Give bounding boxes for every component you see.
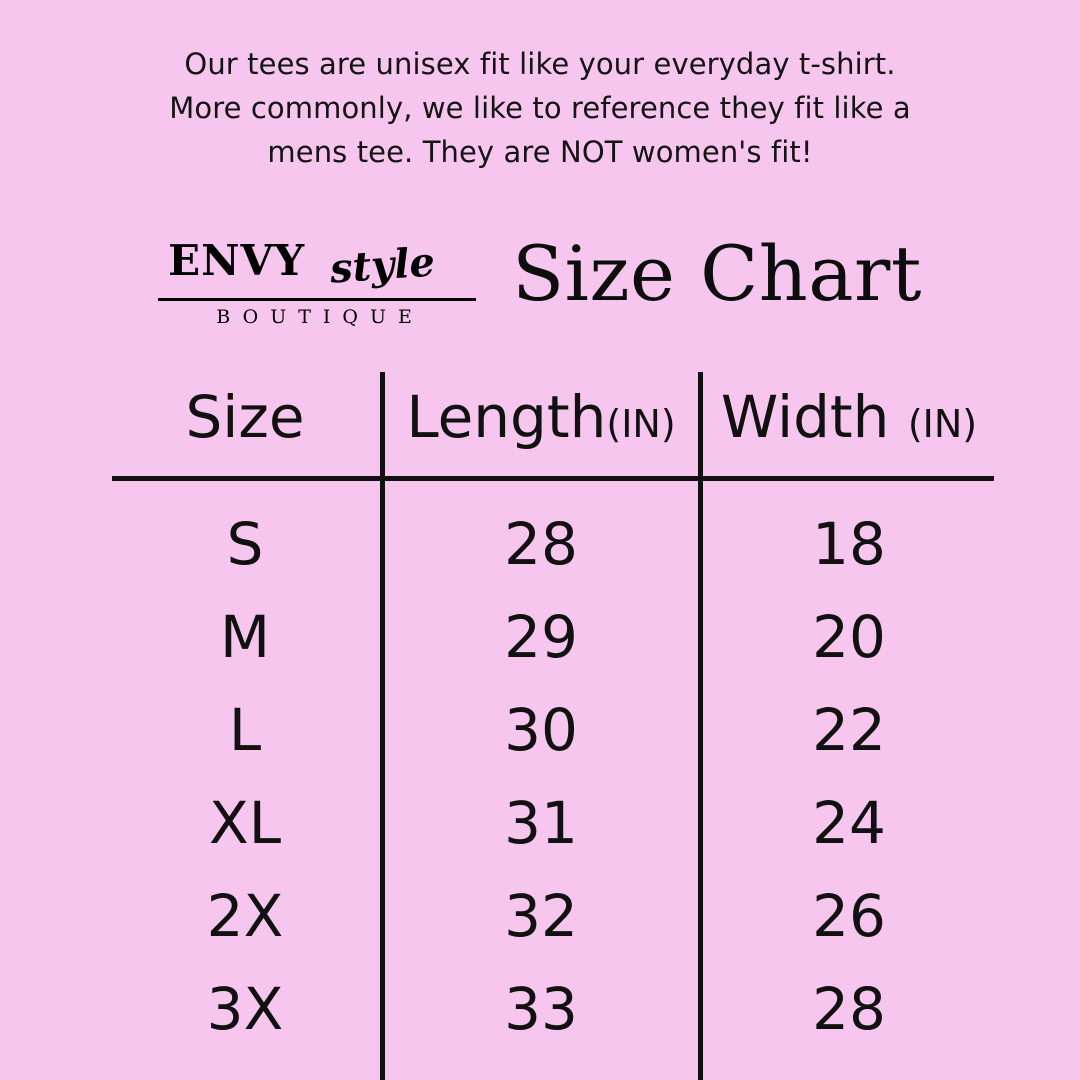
- cell-size: L: [228, 696, 262, 764]
- cell-width: 20: [812, 603, 886, 671]
- header-row: [0, 228, 1080, 348]
- table-row: [0, 965, 1080, 1058]
- table-row: [0, 779, 1080, 872]
- brand-logo-main: [158, 236, 476, 298]
- cell-width: 26: [812, 882, 886, 950]
- table-body: [0, 500, 1080, 1058]
- cell-length: 31: [504, 789, 578, 857]
- cell-width: 22: [812, 696, 886, 764]
- table-row: [0, 593, 1080, 686]
- column-header-length: [384, 372, 698, 469]
- cell-width: 18: [812, 510, 886, 578]
- cell-length: 29: [504, 603, 578, 671]
- brand-name-script: style: [328, 238, 437, 293]
- cell-size: 2X: [206, 882, 284, 950]
- intro-line-3: mens tee. They are NOT women's fit!: [267, 135, 813, 169]
- cell-width: 28: [812, 975, 886, 1043]
- column-header-width-unit: (IN): [907, 402, 978, 446]
- intro-line-2: More commonly, we like to reference they fit like a: [169, 91, 911, 125]
- cell-length: 32: [504, 882, 578, 950]
- column-header-size-label: Size: [185, 383, 305, 451]
- cell-size: XL: [208, 789, 282, 857]
- table-header-row: [0, 372, 1080, 472]
- cell-size: M: [219, 603, 271, 671]
- intro-paragraph: [0, 42, 1080, 174]
- cell-length: 33: [504, 975, 578, 1043]
- column-header-width: [702, 372, 996, 469]
- cell-length: 30: [504, 696, 578, 764]
- size-chart-table: [0, 372, 1080, 1043]
- header-underline: [112, 476, 994, 481]
- cell-size: S: [226, 510, 264, 578]
- column-header-length-unit: (IN): [606, 402, 676, 446]
- column-header-size: [110, 372, 380, 462]
- brand-divider-line: [158, 298, 476, 301]
- cell-width: 24: [812, 789, 886, 857]
- brand-logo: [158, 236, 476, 341]
- brand-subtitle: BOUTIQUE: [216, 306, 424, 328]
- cell-size: 3X: [206, 975, 284, 1043]
- cell-length: 28: [504, 510, 578, 578]
- column-header-width-label: Width: [720, 383, 890, 451]
- table-row: [0, 686, 1080, 779]
- table-row: [0, 872, 1080, 965]
- brand-name-primary: ENVY: [168, 236, 306, 285]
- page-title: Size Chart: [512, 229, 922, 318]
- intro-line-1: Our tees are unisex fit like your everyday t-shirt.: [184, 47, 896, 81]
- column-header-length-label: Length: [406, 383, 607, 451]
- table-row: [0, 500, 1080, 593]
